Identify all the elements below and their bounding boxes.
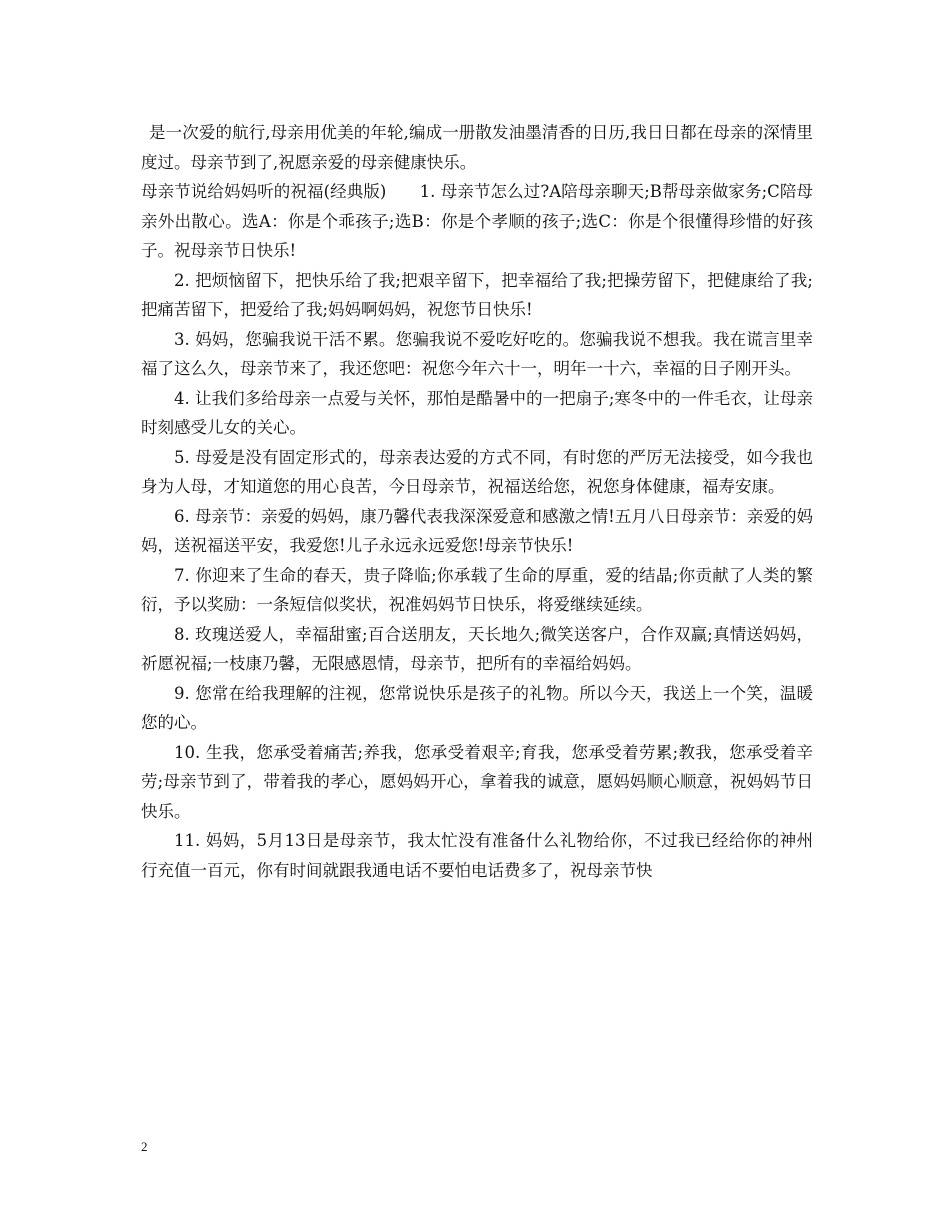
paragraph-continuation: 是一次爱的航行,母亲用优美的年轮,编成一册散发油墨清香的日历,我日日都在母亲的深情里度过。母亲节到了,祝愿亲爱的母亲健康快乐。 <box>141 123 813 172</box>
page-number: 2 <box>141 1139 148 1154</box>
paragraph-item-9: 9. 您常在给我理解的注视，您常说快乐是孩子的礼物。所以今天，我送上一个笑，温暖您的心。 <box>141 683 813 732</box>
paragraph-item-10: 10. 生我，您承受着痛苦;养我，您承受着艰辛;育我，您承受着劳累;教我，您承受着辛劳;母亲节到了，带着我的孝心，愿妈妈开心，拿着我的诚意，愿妈妈顺心顺意，祝妈妈节日快乐。 <box>141 742 813 821</box>
paragraph-item-4: 4. 让我们多给母亲一点爱与关怀，那怕是酷暑中的一把扇子;寒冬中的一件毛衣，让母亲时刻感受儿女的关心。 <box>141 388 813 437</box>
paragraph-item-7: 7. 你迎来了生命的春天，贵子降临;你承载了生命的厚重，爱的结晶;你贡献了人类的繁衍，予以奖励：一条短信似奖状，祝准妈妈节日快乐，将爱继续延续。 <box>141 565 813 614</box>
paragraph-item-11: 11. 妈妈，5月13日是母亲节，我太忙没有准备什么礼物给你，不过我已经给你的神州行充值一百元，你有时间就跟我通电话不要怕电话费多了，祝母亲节快 <box>141 831 813 880</box>
paragraph-item-2: 2. 把烦恼留下，把快乐给了我;把艰辛留下，把幸福给了我;把操劳留下，把健康给了我;把痛苦留下，把爱给了我;妈妈啊妈妈，祝您节日快乐! <box>141 270 813 319</box>
paragraph-item-8: 8. 玫瑰送爱人，幸福甜蜜;百合送朋友，天长地久;微笑送客户，合作双赢;真情送妈妈，祈愿祝福;一枝康乃馨，无限感恩情，母亲节，把所有的幸福给妈妈。 <box>141 624 813 673</box>
document-body <box>141 118 813 885</box>
paragraph-item-6: 6. 母亲节：亲爱的妈妈，康乃馨代表我深深爱意和感激之情!五月八日母亲节：亲爱的妈妈，送祝福送平安，我爱您!儿子永远永远爱您!母亲节快乐! <box>141 506 813 555</box>
paragraph-heading-item-1: 母亲节说给妈妈听的祝福(经典版) 1. 母亲节怎么过?A陪母亲聊天;B帮母亲做家务;C陪母亲外出散心。选A：你是个乖孩子;选B：你是个孝顺的孩子;选C：你是个很懂得珍惜的好孩子。祝母亲节日快乐! <box>141 182 813 260</box>
paragraph-item-3: 3. 妈妈，您骗我说干活不累。您骗我说不爱吃好吃的。您骗我说不想我。我在谎言里幸福了这么久，母亲节来了，我还您吧：祝您今年六十一，明年一十六，幸福的日子刚开头。 <box>141 329 813 378</box>
paragraph-item-5: 5. 母爱是没有固定形式的，母亲表达爱的方式不同，有时您的严厉无法接受，如今我也身为人母，才知道您的用心良苦，今日母亲节，祝福送给您，祝您身体健康，福寿安康。 <box>141 447 813 496</box>
